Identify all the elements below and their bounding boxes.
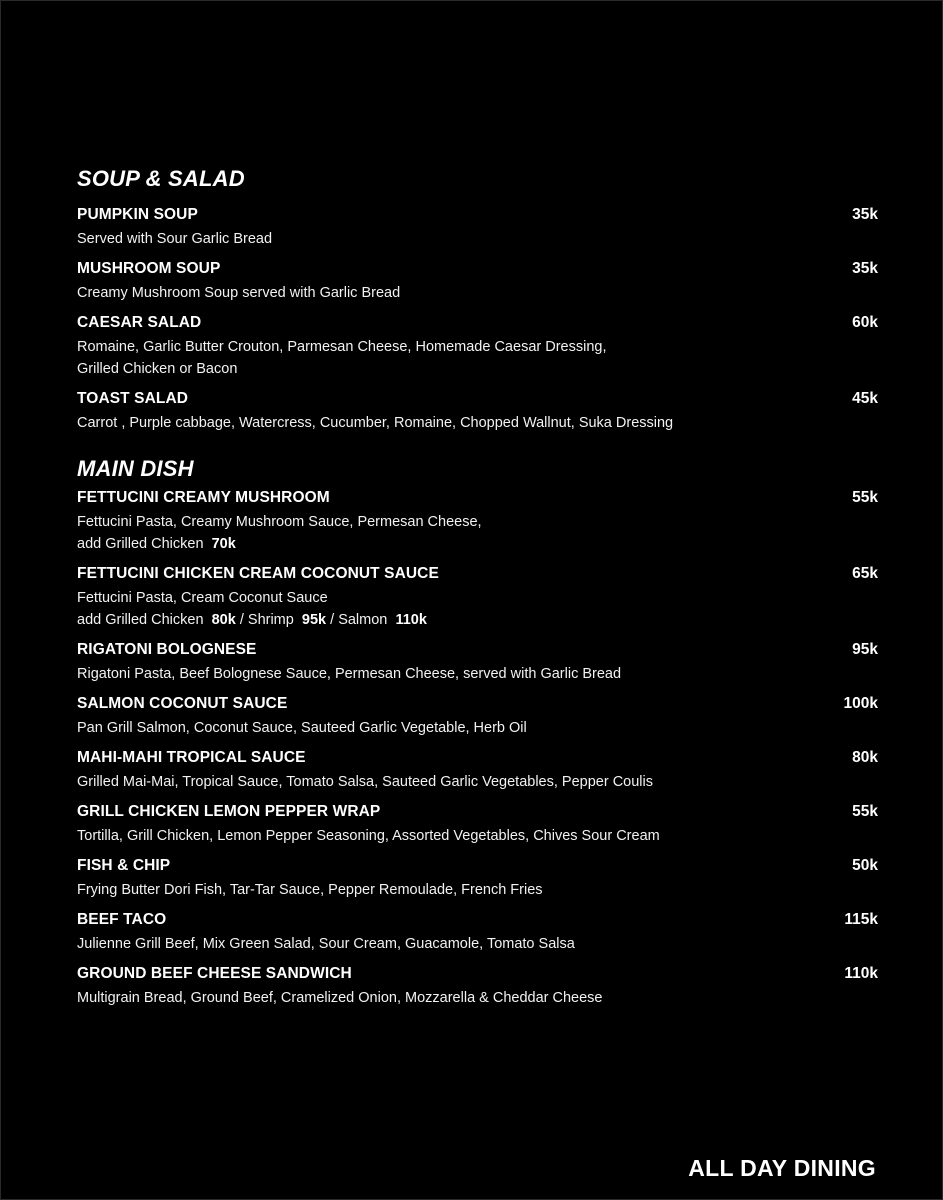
item-name: MAHI-MAHI TROPICAL SAUCE (77, 749, 306, 766)
item-description: Tortilla, Grill Chicken, Lemon Pepper Seasoning, Assorted Vegetables, Chives Sour Cream (77, 828, 660, 844)
addon-shrimp-label: / Shrimp (239, 612, 294, 628)
menu-item-grill-chicken-wrap (77, 802, 880, 847)
menu-item-mahi-mahi-tropical (77, 748, 880, 793)
item-description: Frying Butter Dori Fish, Tar-Tar Sauce, Pepper Remoulade, French Fries (77, 882, 543, 898)
menu-item-ground-beef-sandwich (77, 964, 880, 1009)
item-name: GRILL CHICKEN LEMON PEPPER WRAP (77, 803, 381, 820)
item-description-line: Romaine, Garlic Butter Crouton, Parmesan Cheese, Homemade Caesar Dressing, (77, 339, 607, 355)
addon-shrimp-price: 95k (301, 612, 327, 628)
item-price: 65k (852, 565, 878, 582)
item-price: 55k (852, 489, 878, 506)
item-price: 95k (852, 641, 878, 658)
item-addon-line (77, 609, 880, 631)
item-price: 80k (852, 749, 878, 766)
item-name: TOAST SALAD (77, 390, 189, 407)
addon-chicken-price: 80k (211, 612, 236, 628)
section-soup-salad (77, 166, 880, 192)
item-description: Julienne Grill Beef, Mix Green Salad, Sour Cream, Guacamole, Tomato Salsa (77, 936, 575, 952)
menu-item-caesar-salad (77, 313, 880, 380)
item-description-line: Fettucini Pasta, Cream Coconut Sauce (77, 590, 328, 606)
item-description: Rigatoni Pasta, Beef Bolognese Sauce, Permesan Cheese, served with Garlic Bread (77, 666, 622, 682)
item-price: 50k (852, 857, 878, 874)
item-name: FETTUCINI CREAMY MUSHROOM (77, 489, 330, 506)
item-description (77, 336, 880, 380)
item-name: BEEF TACO (77, 911, 167, 928)
section-title: MAIN DISH (77, 456, 194, 481)
item-price: 115k (844, 911, 878, 928)
menu-item-toast-salad (77, 389, 880, 434)
menu-item-beef-taco (77, 910, 880, 955)
footer-title: ALL DAY DINING (688, 1155, 876, 1181)
menu-item-mushroom-soup (77, 259, 880, 304)
item-description: Carrot , Purple cabbage, Watercress, Cucumber, Romaine, Chopped Wallnut, Suka Dressing (77, 415, 674, 431)
item-name: MUSHROOM SOUP (77, 260, 221, 277)
item-name: FETTUCINI CHICKEN CREAM COCONUT SAUCE (77, 565, 439, 582)
addon-prefix: add Grilled Chicken (77, 536, 204, 552)
item-price: 100k (843, 695, 878, 712)
item-description (77, 587, 880, 631)
item-description: Multigrain Bread, Ground Beef, Cramelized Onion, Mozzarella & Cheddar Cheese (77, 990, 603, 1006)
item-name: FISH & CHIP (77, 857, 171, 874)
item-price: 45k (852, 390, 878, 407)
item-description-line: Grilled Chicken or Bacon (77, 361, 238, 377)
section-main-dish (77, 456, 880, 482)
item-name: GROUND BEEF CHEESE SANDWICH (77, 965, 352, 982)
item-name: PUMPKIN SOUP (77, 206, 198, 223)
menu-item-fettucini-chicken-cream-coconut (77, 564, 880, 631)
item-description: Served with Sour Garlic Bread (77, 231, 273, 247)
item-description: Creamy Mushroom Soup served with Garlic Bread (77, 285, 401, 301)
item-price: 35k (852, 206, 878, 223)
item-description: Grilled Mai-Mai, Tropical Sauce, Tomato Salsa, Sauteed Garlic Vegetables, Pepper Coulis (77, 774, 653, 790)
addon-chicken-price: 70k (211, 536, 236, 552)
item-price: 55k (852, 803, 878, 820)
addon-salmon-label: / Salmon (330, 612, 388, 628)
item-description-line: Fettucini Pasta, Creamy Mushroom Sauce, Permesan Cheese, (77, 514, 482, 530)
item-price: 35k (852, 260, 878, 277)
item-addon-line (77, 533, 880, 555)
section-title: SOUP & SALAD (77, 166, 245, 191)
menu-item-fettucini-creamy-mushroom (77, 488, 880, 555)
menu-item-fish-chip (77, 856, 880, 901)
item-description: Pan Grill Salmon, Coconut Sauce, Sauteed Garlic Vegetable, Herb Oil (77, 720, 527, 736)
addon-prefix: add Grilled Chicken (77, 612, 204, 628)
item-name: RIGATONI BOLOGNESE (77, 641, 257, 658)
menu-item-salmon-coconut-sauce (77, 694, 880, 739)
addon-salmon-price: 110k (395, 612, 427, 628)
menu-item-pumpkin-soup (77, 205, 880, 250)
item-description (77, 511, 880, 555)
item-price: 60k (852, 314, 878, 331)
item-price: 110k (844, 965, 878, 982)
menu-item-rigatoni-bolognese (77, 640, 880, 685)
item-name: SALMON COCONUT SAUCE (77, 695, 288, 712)
item-name: CAESAR SALAD (77, 314, 202, 331)
